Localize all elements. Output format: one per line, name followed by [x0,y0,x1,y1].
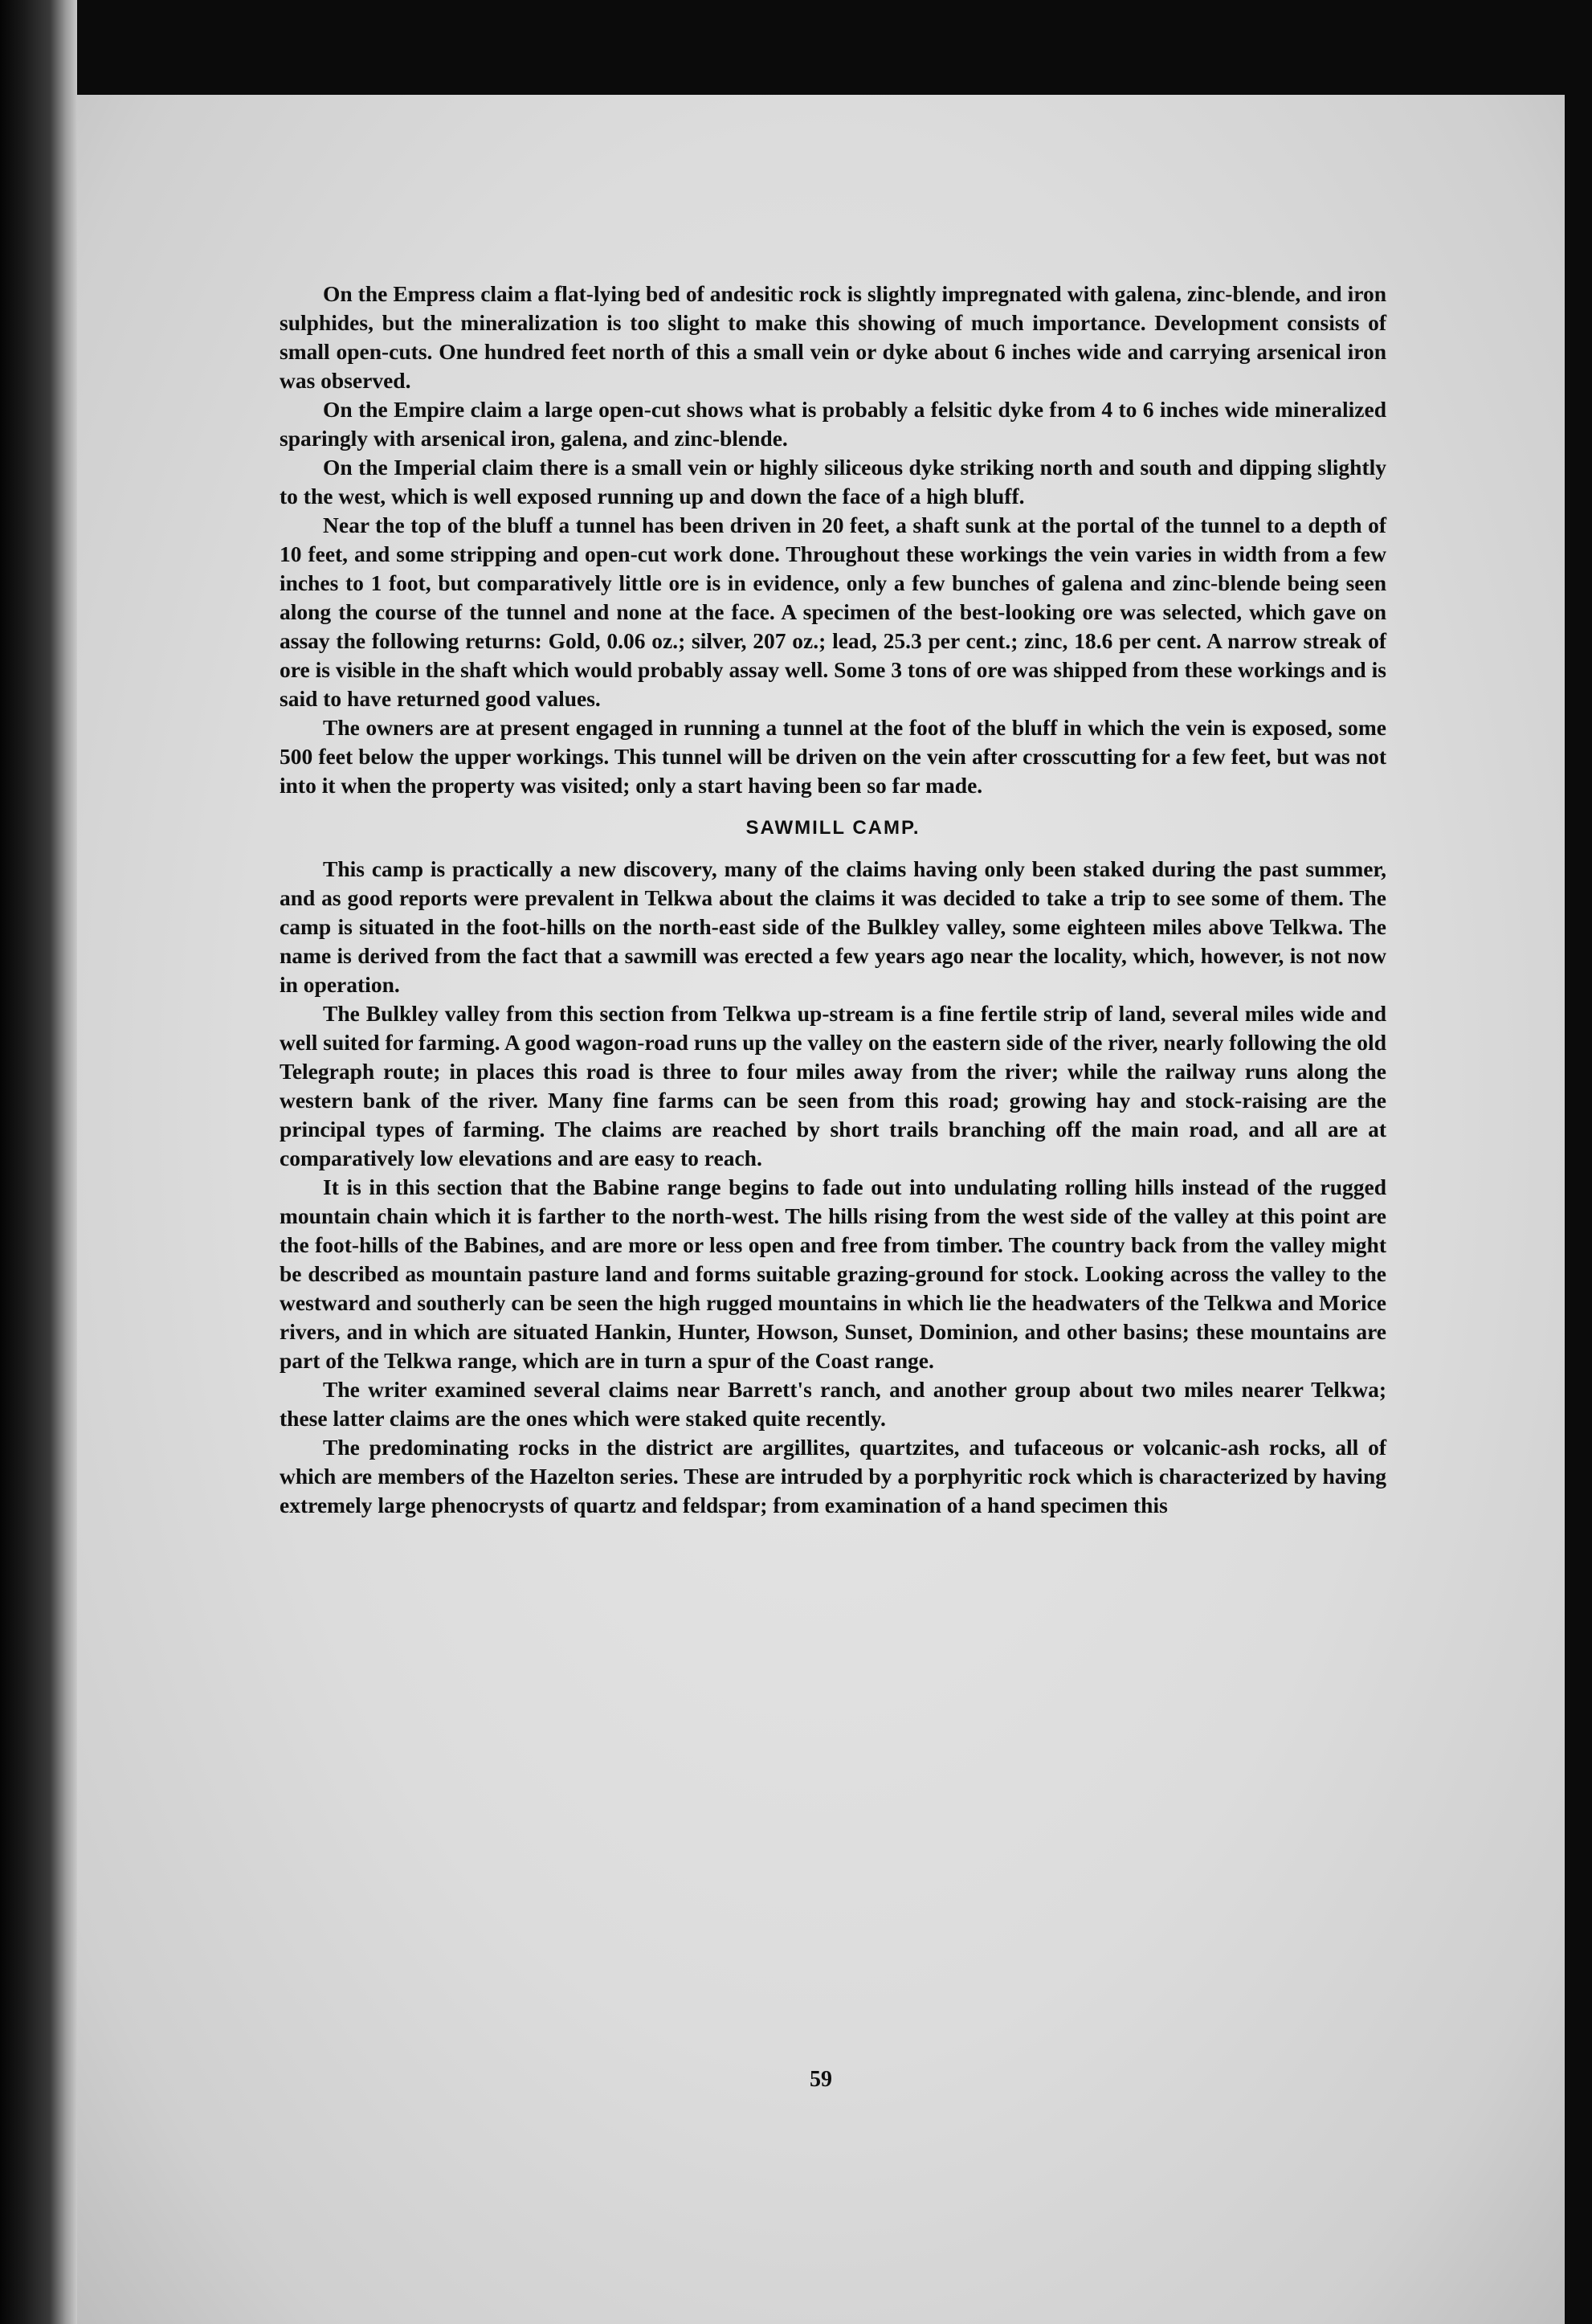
paragraph-camp-discovery: This camp is practically a new discovery, many of the claims having only been staked during the past summer, and as good reports were prevalent in Telkwa about the claims it was decided to take a trip to see some of them. The camp is situated in the foot-hills on the north-east side of the Bulkley valley, some eighteen miles above Telkwa. The name is derived from the fact that a sawmill was erected a few years ago near the locality, which, however, is not now in operation. [280,856,1386,997]
document-page [77,95,1565,2324]
paragraph-claims-examined: The writer examined several claims near Barrett's ranch, and another group about two miles nearer Telkwa; these latter claims are the ones which were staked quite recently. [280,1377,1386,1431]
paragraph-owners-tunnel: The owners are at present engaged in running a tunnel at the foot of the bluff in which the vein is exposed, some 500 feet below the upper workings. This tunnel will be driven on the vein after crosscutting for a few feet, but was not into it when the property was visited; only a start having been so far made. [280,715,1386,798]
paragraph-empress-claim: On the Empress claim a flat-lying bed of andesitic rock is slightly impregnated with galena, zinc-blende, and iron sulphides, but the mineralization is too slight to make this showing of much importance. Development consists of small open-cuts. One hundred feet north of this a small vein or dyke about 6 inches wide and carrying arsenical iron was observed. [280,281,1386,393]
paragraph-imperial-claim: On the Imperial claim there is a small vein or highly siliceous dyke striking north and south and dipping slightly to the west, which is well exposed running up and down the face of a high bluff. [280,455,1386,509]
paragraph-empire-claim: On the Empire claim a large open-cut shows what is probably a felsitic dyke from 4 to 6 inches wide mineralized sparingly with arsenical iron, galena, and zinc-blende. [280,397,1386,451]
paragraph-babine-range: It is in this section that the Babine range begins to fade out into undulating rolling hills instead of the rugged mountain chain which it is farther to the north-west. The hills rising from the west side of the valley at this point are the foot-hills of the Babines, and are more or less open and free from timber. The country back from the valley might be described as mountain pasture land and forms suitable grazing-ground for stock. Looking across the valley to the westward and southerly can be seen the high rugged mountains in which lie the headwaters of the Telkwa and Morice rivers, and in which are situated Hankin, Hunter, Howson, Sunset, Dominion, and other basins; these mountains are part of the Telkwa range, which are in turn a spur of the Coast range. [280,1174,1386,1373]
paragraph-predominating-rocks: The predominating rocks in the district are argillites, quartzites, and tufaceous or volcanic-ash rocks, all of which are members of the Hazelton series. These are intruded by a porphyritic rock which is characterized by having extremely large phenocrysts of quartz and feldspar; from examination of a hand specimen this [280,1435,1386,1517]
page-body-text [280,280,1386,1520]
paragraph-bulkley-valley: The Bulkley valley from this section from Telkwa up-stream is a fine fertile strip of land, several miles wide and well suited for farming. A good wagon-road runs up the valley on the eastern side of the river, nearly following the old Telegraph route; in places this road is three to four miles away from the river; while the railway runs along the western bank of the river. Many fine farms can be seen from this road; growing hay and stock-raising are the principal types of farming. The claims are reached by short trails branching off the main road, and all are at comparatively low elevations and are easy to reach. [280,1001,1386,1170]
section-heading: SAWMILL CAMP. [745,817,921,839]
book-binding-edge [0,0,77,2324]
page-number: 59 [810,2067,832,2092]
paragraph-bluff-tunnel: Near the top of the bluff a tunnel has been driven in 20 feet, a shaft sunk at the portal of the tunnel to a depth of 10 feet, and some stripping and open-cut work done. Throughout these workings the vein varies in width from a few inches to 1 foot, but comparatively little ore is in evidence, only a few bunches of galena and zinc-blende being seen along the course of the tunnel and none at the face. A specimen of the best-looking ore was selected, which gave on assay the following returns: Gold, 0.06 oz.; silver, 207 oz.; lead, 25.3 per cent.; zinc, 18.6 per cent. A narrow streak of ore is visible in the shaft which would probably assay well. Some 3 tons of ore was shipped from these workings and is said to have returned good values. [280,513,1386,711]
